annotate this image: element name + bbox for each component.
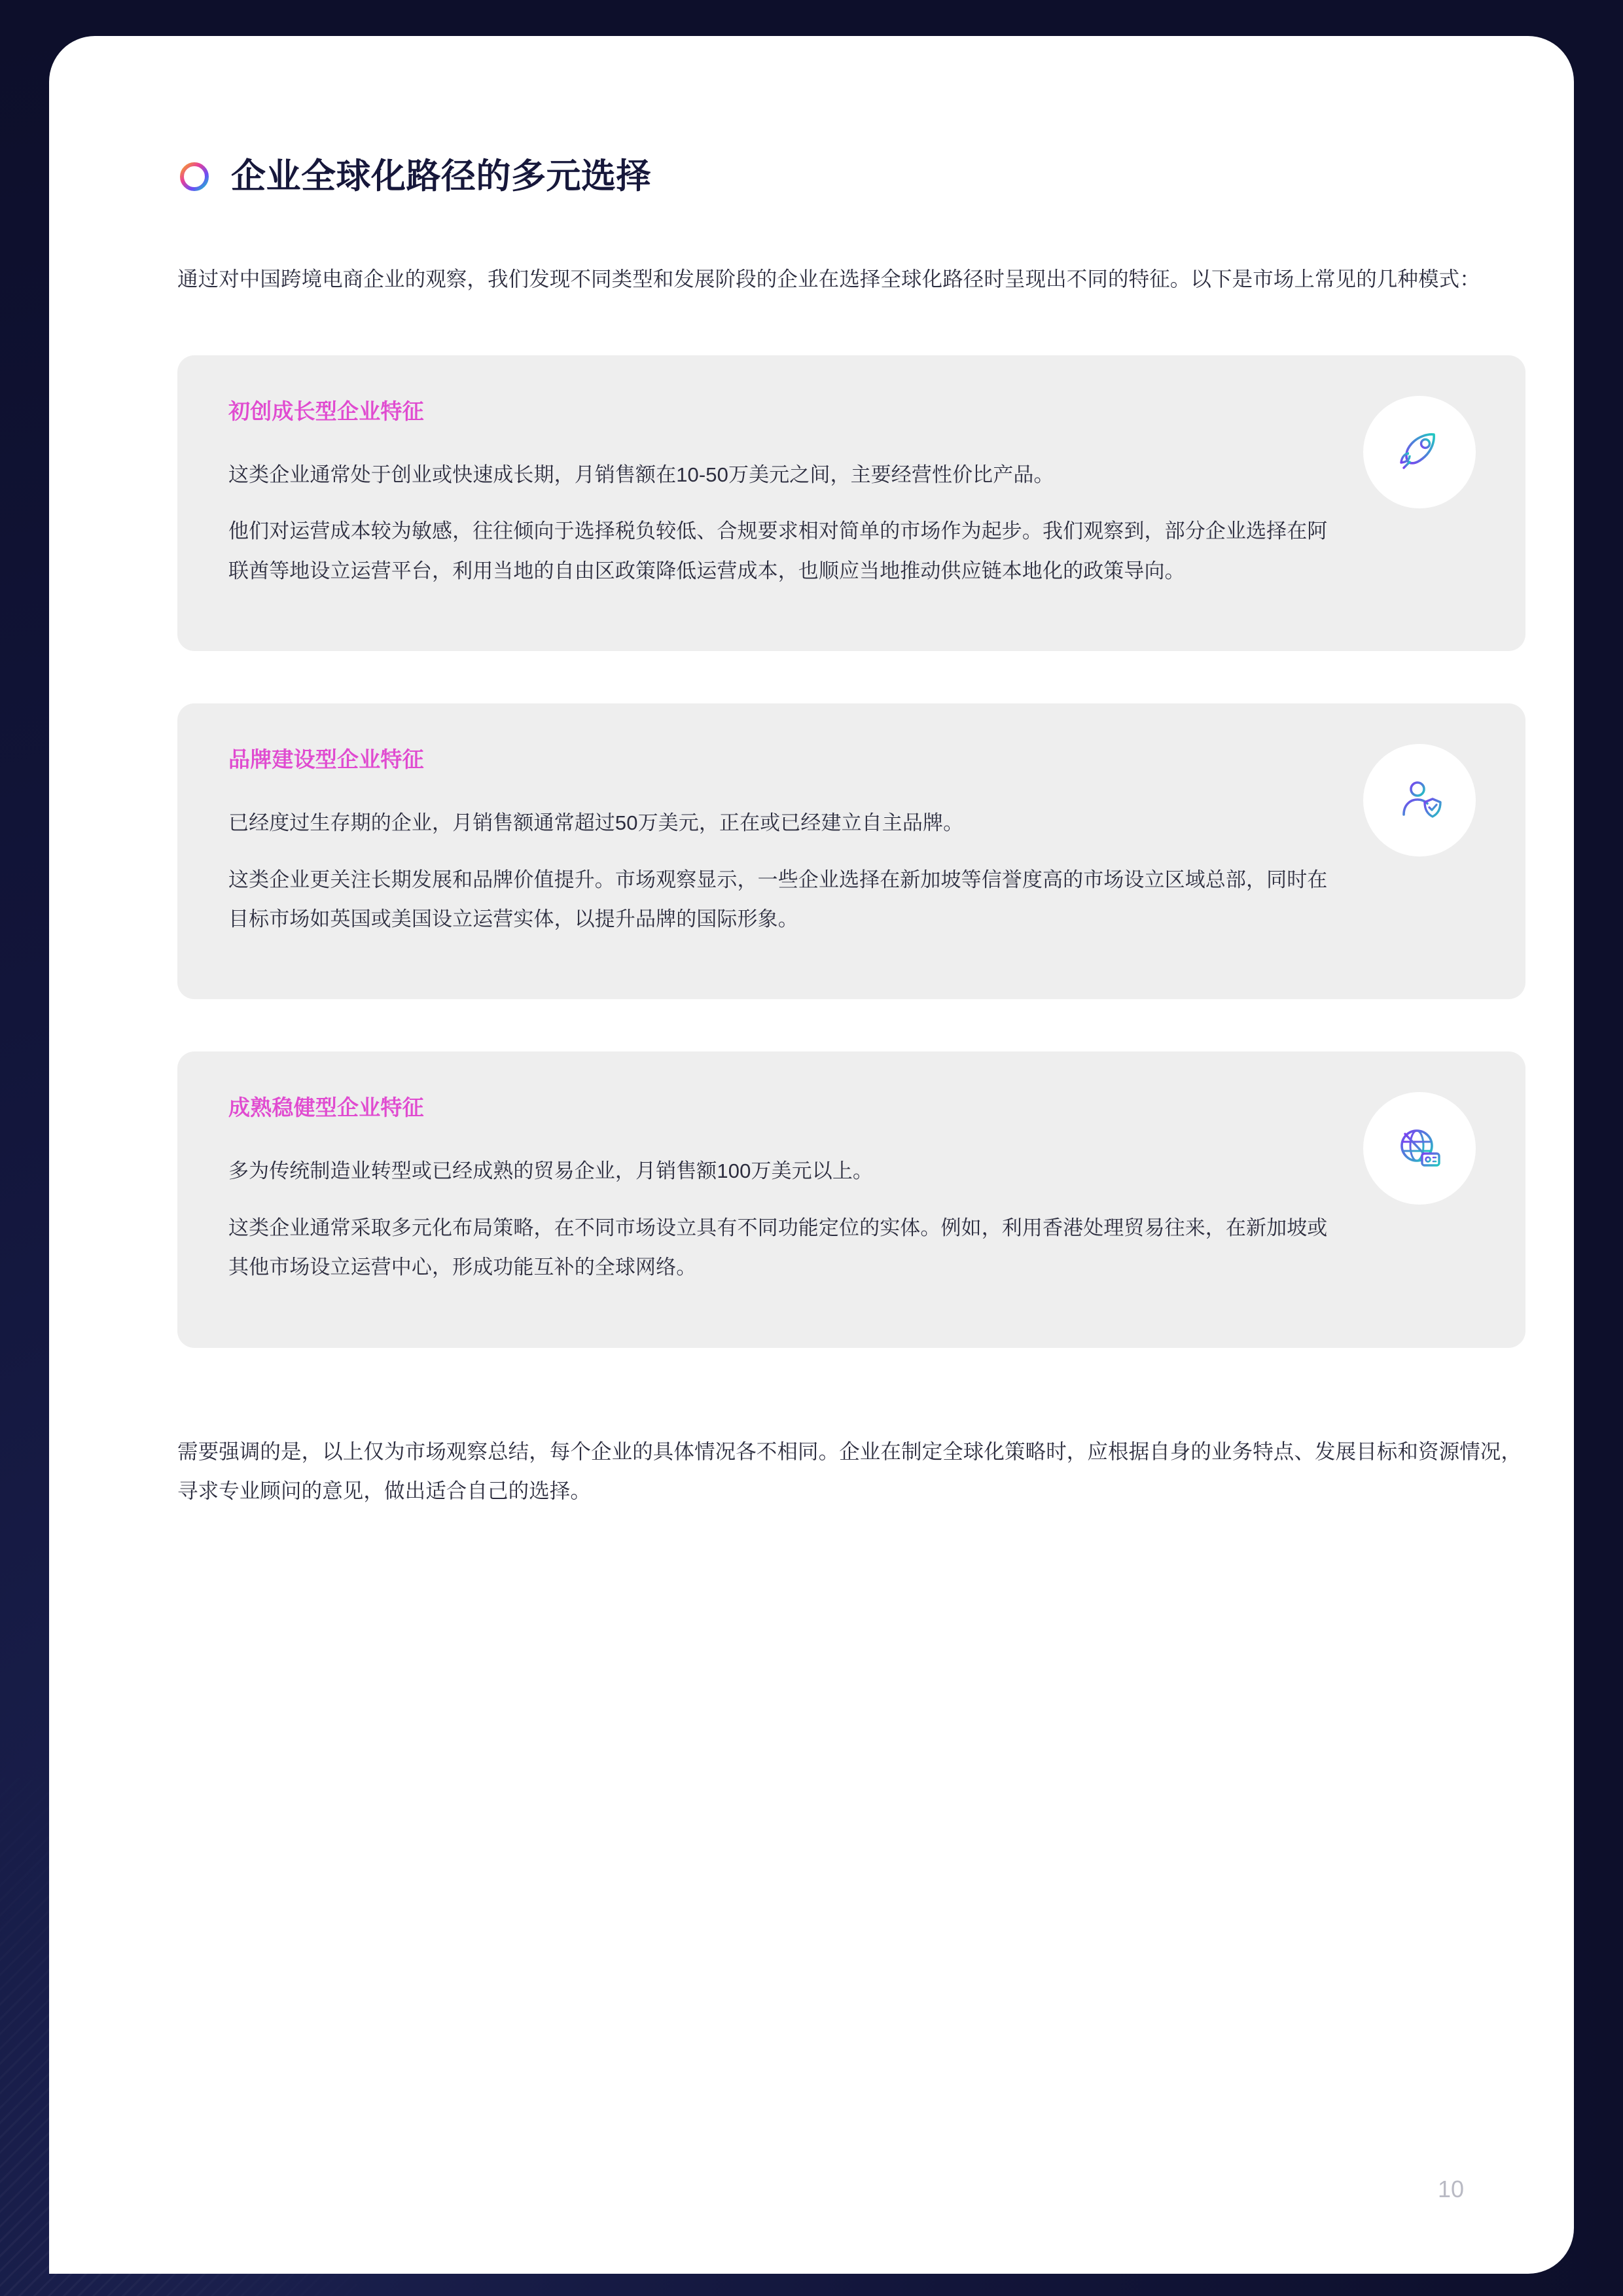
- card-startup: [177, 355, 1525, 651]
- card-badge: [1363, 1092, 1476, 1205]
- card-paragraph: 这类企业更关注长期发展和品牌价值提升。市场观察显示，一些企业选择在新加坡等信誉度高的市场设立区域总部，同时在目标市场如英国或美国设立运营实体，以提升品牌的国际形象。: [228, 868, 1328, 930]
- card-mature: [177, 1051, 1525, 1347]
- card-paragraph: 多为传统制造业转型或已经成熟的贸易企业，月销售额100万美元以上。: [228, 1159, 874, 1183]
- card-title: 成熟稳健型企业特征: [228, 1095, 424, 1120]
- outro-paragraph: 需要强调的是，以上仅为市场观察总结，每个企业的具体情况各不相同。企业在制定全球化策略时，应根据自身的业务特点、发展目标和资源情况，寻求专业顾问的意见，做出适合自己的选择。: [177, 1439, 1522, 1503]
- card-badge: [1363, 396, 1476, 508]
- card-brand: [177, 703, 1525, 999]
- page-content: [177, 134, 1525, 1531]
- card-paragraph: 这类企业通常处于创业或快速成长期，月销售额在10-50万美元之间，主要经营性价比产品。: [228, 463, 1054, 486]
- intro-paragraph: 通过对中国跨境电商企业的观察，我们发现不同类型和发展阶段的企业在选择全球化路径时呈现出不同的特征。以下是市场上常见的几种模式：: [177, 267, 1480, 291]
- page-header: [177, 134, 1525, 219]
- page-title: 企业全球化路径的多元选择: [231, 156, 651, 196]
- card-title: 初创成长型企业特征: [228, 398, 424, 423]
- card-list: [177, 355, 1525, 1348]
- user-shield-icon: [1389, 770, 1450, 830]
- card-paragraph: 他们对运营成本较为敏感，往往倾向于选择税负较低、合规要求相对简单的市场作为起步。我们观察到，部分企业选择在阿联酋等地设立运营平台，利用当地的自由区政策降低运营成本，也顺应当地推动供应链本地化的政策导向。: [228, 520, 1328, 582]
- card-title: 品牌建设型企业特征: [228, 747, 424, 772]
- card-paragraph: 这类企业通常采取多元化布局策略，在不同市场设立具有不同功能定位的实体。例如，利用香港处理贸易往来，在新加坡或其他市场设立运营中心，形成功能互补的全球网络。: [228, 1216, 1328, 1279]
- document-sheet: [49, 36, 1574, 2274]
- ring-icon: [177, 160, 211, 194]
- globe-card-icon: [1389, 1118, 1450, 1178]
- rocket-icon: [1389, 422, 1450, 482]
- card-paragraph: 已经度过生存期的企业，月销售额通常超过50万美元，正在或已经建立自主品牌。: [228, 811, 964, 835]
- card-badge: [1363, 744, 1476, 857]
- page-number: 10: [1437, 2176, 1464, 2202]
